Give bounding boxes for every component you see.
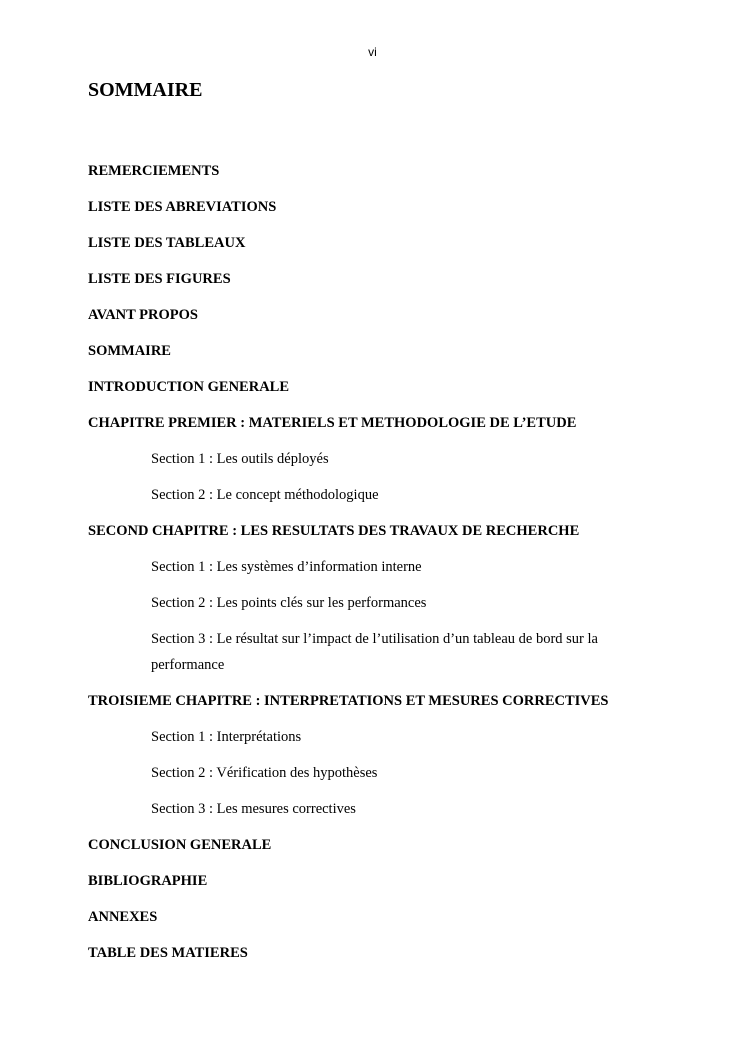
toc-section: Section 3 : Les mesures correctives xyxy=(151,801,356,817)
toc-section: Section 2 : Le concept méthodologique xyxy=(151,487,379,503)
toc-entry: LISTE DES TABLEAUX xyxy=(88,235,246,251)
toc-entry: REMERCIEMENTS xyxy=(88,163,220,179)
toc-entry: INTRODUCTION GENERALE xyxy=(88,379,290,395)
toc-section: Section 3 : Le résultat sur l’impact de l’utilisation d’un tableau de bord sur la performance xyxy=(151,631,598,673)
toc-entry: CONCLUSION GENERALE xyxy=(88,837,272,853)
toc-chapter-1: CHAPITRE PREMIER : MATERIELS ET METHODOLOGIE DE L’ETUDE xyxy=(88,415,577,431)
toc-entry: ANNEXES xyxy=(88,909,158,925)
toc-entry: LISTE DES FIGURES xyxy=(88,271,231,287)
toc-section: Section 1 : Les outils déployés xyxy=(151,451,329,467)
page-title: SOMMAIRE xyxy=(88,79,203,101)
toc-entry: TABLE DES MATIERES xyxy=(88,945,248,961)
toc-entry: SOMMAIRE xyxy=(88,343,171,359)
toc-chapter-3: TROISIEME CHAPITRE : INTERPRETATIONS ET MESURES CORRECTIVES xyxy=(88,693,609,709)
table-of-contents xyxy=(88,158,648,976)
toc-entry: AVANT PROPOS xyxy=(88,307,198,323)
toc-section: Section 2 : Vérification des hypothèses xyxy=(151,765,378,781)
toc-entry: LISTE DES ABREVIATIONS xyxy=(88,199,277,215)
toc-chapter-2: SECOND CHAPITRE : LES RESULTATS DES TRAVAUX DE RECHERCHE xyxy=(88,523,580,539)
toc-entry: BIBLIOGRAPHIE xyxy=(88,873,208,889)
toc-section: Section 2 : Les points clés sur les performances xyxy=(151,595,427,611)
toc-section: Section 1 : Les systèmes d’information interne xyxy=(151,559,422,575)
toc-section: Section 1 : Interprétations xyxy=(151,729,302,745)
page-number: vi xyxy=(368,45,377,59)
